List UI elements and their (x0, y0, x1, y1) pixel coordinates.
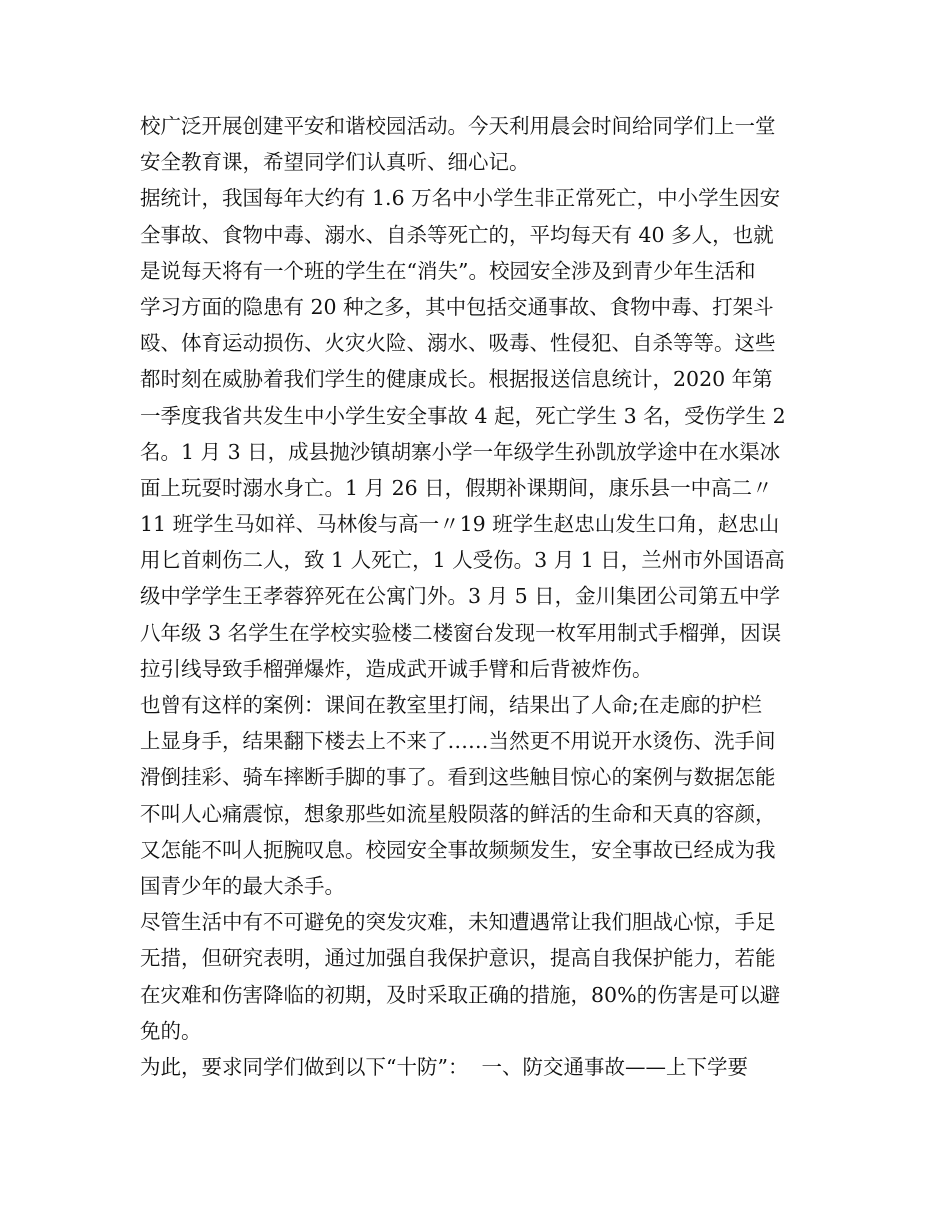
text-line: 上显身手，结果翻下楼去上不来了……当然更不用说开水烫伤、洗手间 (140, 729, 776, 754)
text-line: 无措，但研究表明，通过加强自我保护意识，提高自我保护能力，若能 (140, 946, 776, 971)
text-line: 在灾难和伤害降临的初期，及时采取正确的措施，80%的伤害是可以避 (140, 982, 781, 1007)
text-line: 尽管生活中有不可避免的突发灾难，未知遭遇常让我们胆战心惊，手足 (140, 910, 776, 935)
text-line: 一季度我省共发生中小学生安全事故 4 起，死亡学生 3 名，受伤学生 2 (140, 403, 786, 428)
text-line: 为此，要求同学们做到以下“十防”： 一、防交通事故——上下学要 (140, 1054, 748, 1079)
text-line: 国青少年的最大杀手。 (140, 873, 345, 898)
text-line: 都时刻在威胁着我们学生的健康成长。根据报送信息统计，2020 年第 (140, 367, 773, 392)
text-line: 级中学学生王孝蓉猝死在公寓门外。3 月 5 日，金川集团公司第五中学 (140, 584, 781, 609)
text-line: 11 班学生马如祥、马林俊与高一〃19 班学生赵忠山发生口角，赵忠山 (140, 512, 780, 537)
text-line: 面上玩耍时溺水身亡。1 月 26 日，假期补课期间，康乐县一中高二〃 (140, 475, 773, 500)
text-line: 安全教育课，希望同学们认真听、细心记。 (140, 150, 530, 175)
text-line: 是说每天将有一个班的学生在“消失”。校园安全涉及到青少年生活和 (140, 258, 756, 283)
text-line: 名。1 月 3 日，成县抛沙镇胡寨小学一年级学生孙凯放学途中在水渠冰 (140, 439, 781, 464)
text-line: 免的。 (140, 1018, 202, 1043)
text-line: 学习方面的隐患有 20 种之多，其中包括交通事故、食物中毒、打架斗 (140, 294, 774, 319)
text-line: 滑倒挂彩、骑车摔断手脚的事了。看到这些触目惊心的案例与数据怎能 (140, 765, 776, 790)
text-line: 也曾有这样的案例：课间在教室里打闹，结果出了人命;在走廊的护栏 (140, 693, 762, 717)
document-body (140, 108, 820, 1085)
text-line: 拉引线导致手榴弹爆炸，造成武开诚手臂和后背被炸伤。 (140, 656, 653, 681)
text-line: 八年级 3 名学生在学校实验楼二楼窗台发现一枚军用制式手榴弹，因误 (140, 620, 782, 645)
text-line: 殴、体育运动损伤、火灾火险、溺水、吸毒、性侵犯、自杀等等。这些 (140, 331, 776, 356)
text-line: 用匕首刺伤二人，致 1 人死亡，1 人受伤。3 月 1 日，兰州市外国语高 (140, 548, 785, 573)
text-line: 全事故、食物中毒、溺水、自杀等死亡的，平均每天有 40 多人，也就 (140, 222, 774, 247)
text-line: 校广泛开展创建平安和谐校园活动。今天利用晨会时间给同学们上一堂 (140, 114, 776, 138)
text-line: 据统计，我国每年大约有 1.6 万名中小学生非正常死亡，中小学生因安 (140, 186, 781, 211)
text-line: 不叫人心痛震惊，想象那些如流星般陨落的鲜活的生命和天真的容颜， (140, 801, 776, 826)
text-line: 又怎能不叫人扼腕叹息。校园安全事故频频发生，安全事故已经成为我 (140, 837, 776, 862)
